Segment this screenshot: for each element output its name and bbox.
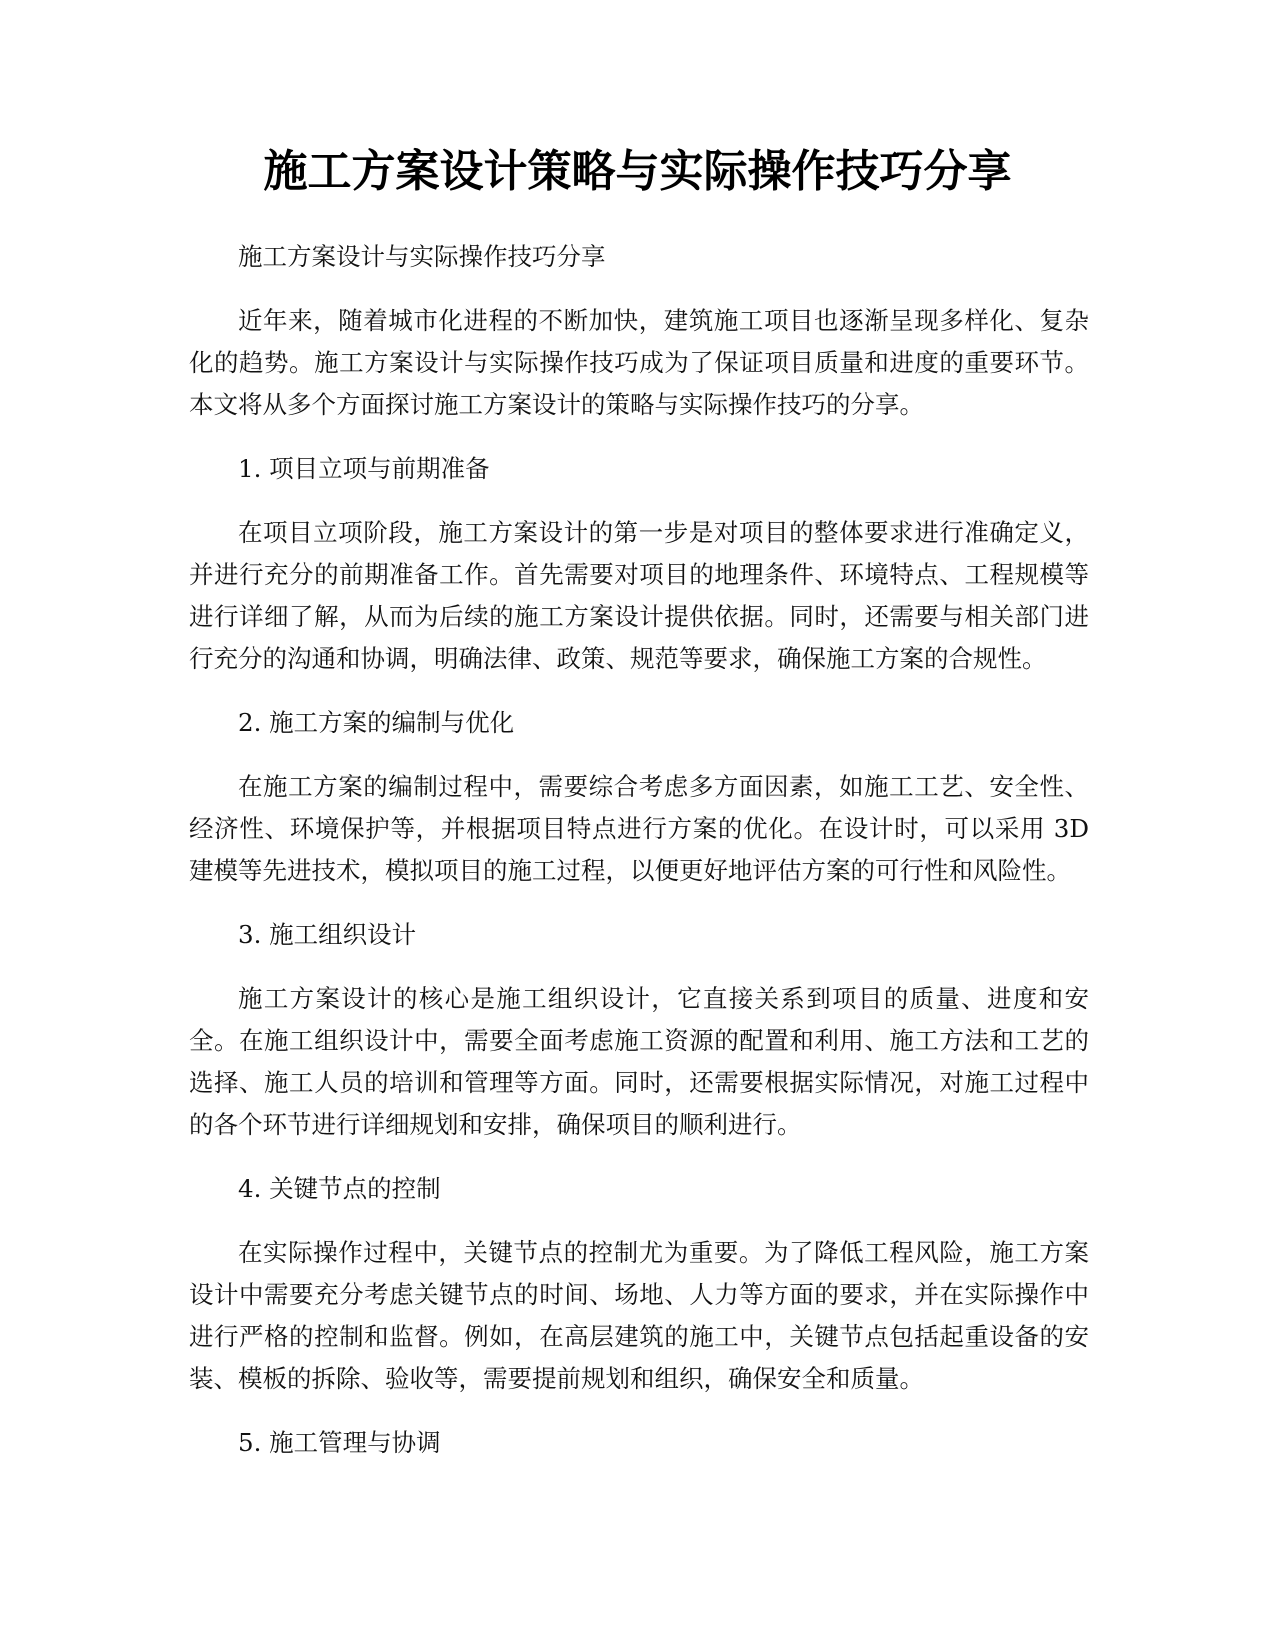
section-heading: 4. 关键节点的控制 bbox=[238, 1174, 441, 1203]
section-paragraph: 在施工方案的编制过程中，需要综合考虑多方面因素，如施工工艺、安全性、经济性、环境保护等，并根据项目特点进行方案的优化。在设计时，可以采用 3D 建模等先进技术，模拟项目的施工过程，以便更好地评估方案的可行性和风险性。 bbox=[189, 772, 1089, 885]
section-paragraph: 在实际操作过程中，关键节点的控制尤为重要。为了降低工程风险，施工方案设计中需要充分考虑关键节点的时间、场地、人力等方面的要求，并在实际操作中进行严格的控制和监督。例如，在高层建筑的施工中，关键节点包括起重设备的安装、模板的拆除、验收等，需要提前规划和组织，确保安全和质量。 bbox=[189, 1238, 1089, 1393]
document-body bbox=[189, 236, 1089, 1486]
section-heading: 2. 施工方案的编制与优化 bbox=[238, 708, 515, 737]
document-subtitle: 施工方案设计与实际操作技巧分享 bbox=[238, 242, 606, 271]
section-paragraph: 在项目立项阶段，施工方案设计的第一步是对项目的整体要求进行准确定义，并进行充分的前期准备工作。首先需要对项目的地理条件、环境特点、工程规模等进行详细了解，从而为后续的施工方案设计提供依据。同时，还需要与相关部门进行充分的沟通和协调，明确法律、政策、规范等要求，确保施工方案的合规性。 bbox=[189, 518, 1089, 673]
document-title: 施工方案设计策略与实际操作技巧分享 bbox=[263, 146, 1012, 197]
section-heading: 5. 施工管理与协调 bbox=[238, 1428, 441, 1457]
section-paragraph: 施工方案设计的核心是施工组织设计，它直接关系到项目的质量、进度和安全。在施工组织设计中，需要全面考虑施工资源的配置和利用、施工方法和工艺的选择、施工人员的培训和管理等方面。同时，还需要根据实际情况，对施工过程中的各个环节进行详细规划和安排，确保项目的顺利进行。 bbox=[189, 984, 1089, 1139]
intro-paragraph: 近年来，随着城市化进程的不断加快，建筑施工项目也逐渐呈现多样化、复杂化的趋势。施工方案设计与实际操作技巧成为了保证项目质量和进度的重要环节。本文将从多个方面探讨施工方案设计的策略与实际操作技巧的分享。 bbox=[189, 306, 1089, 419]
section-heading: 3. 施工组织设计 bbox=[238, 920, 417, 949]
section-heading: 1. 项目立项与前期准备 bbox=[238, 454, 490, 483]
